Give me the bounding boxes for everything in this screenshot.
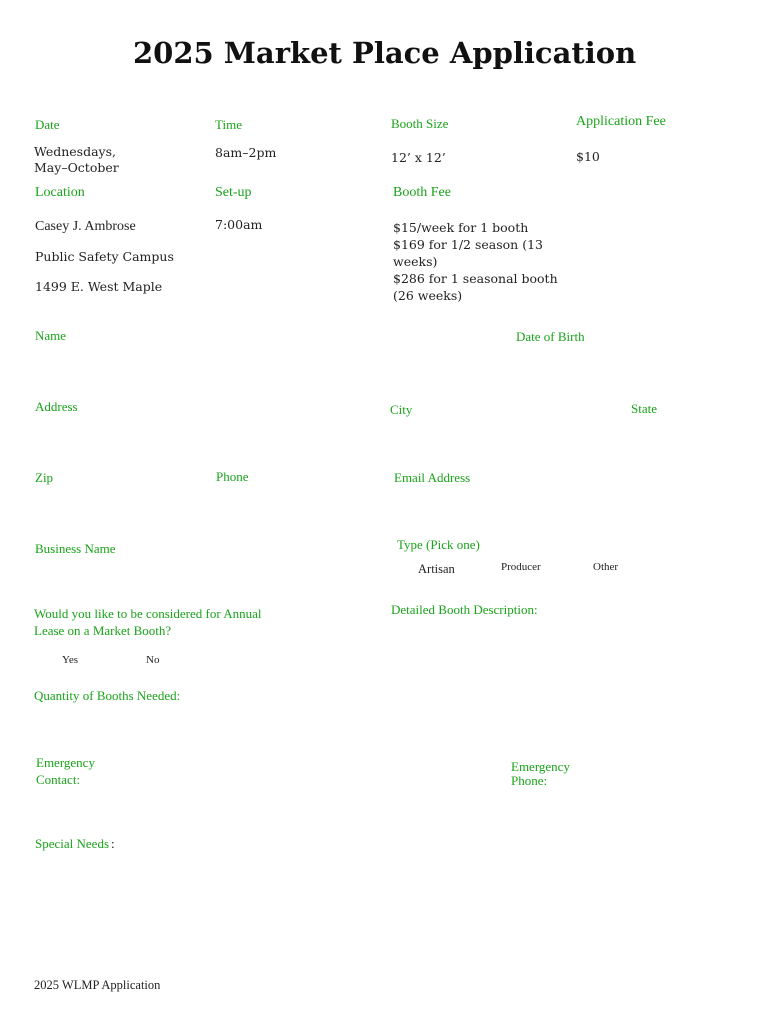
booth-fee-line2: $169 for 1/2 season (13 [393, 237, 543, 252]
booth-fee-line4: $286 for 1 seasonal booth [393, 271, 558, 286]
page-title: 2025 Market Place Application [133, 36, 637, 70]
business-name-label: Business Name [35, 541, 116, 556]
lease-option-yes[interactable]: Yes [62, 654, 79, 666]
location-line3: 1499 E. West Maple [35, 279, 163, 294]
date-label: Date [35, 117, 60, 132]
special-needs-label [35, 836, 115, 852]
emergency-contact-line1: Emergency [36, 755, 95, 770]
name-field-label: Name [35, 328, 67, 343]
emergency-contact-line2: Contact: [36, 772, 81, 787]
booth-fee-line5: (26 weeks) [393, 288, 463, 303]
type-option-other[interactable]: Other [593, 561, 619, 573]
booth-fee-line3: weeks) [393, 254, 438, 269]
location-line1: Casey J. Ambrose [35, 219, 136, 234]
booth-fee-line1: $15/week for 1 booth [393, 220, 529, 235]
booth-size-label: Booth Size [391, 116, 449, 131]
location-line2: Public Safety Campus [35, 249, 174, 264]
type-option-producer[interactable]: Producer [501, 561, 541, 573]
location-label: Location [35, 185, 85, 200]
emergency-phone-line1: Emergency [511, 759, 570, 774]
city-field-label: City [390, 402, 413, 417]
type-option-artisan[interactable]: Artisan [418, 562, 455, 576]
annual-lease-question-line2: Lease on a Market Booth? [34, 623, 172, 638]
time-label: Time [215, 117, 242, 132]
type-label: Type (Pick one) [397, 537, 480, 552]
footer-text: 2025 WLMP Application [34, 978, 161, 992]
date-value-line1: Wednesdays, [34, 144, 116, 159]
setup-label: Set-up [215, 185, 252, 200]
zip-field-label: Zip [35, 470, 54, 485]
date-value-line2: May–October [34, 160, 119, 175]
email-field-label: Email Address [394, 470, 471, 485]
address-field-label: Address [35, 399, 78, 414]
application-fee-value: $10 [576, 149, 600, 164]
emergency-phone-line2: Phone: [511, 773, 548, 788]
dob-field-label: Date of Birth [516, 329, 585, 344]
state-field-label: State [631, 401, 657, 416]
annual-lease-question-line1: Would you like to be considered for Annual [34, 606, 262, 621]
quantity-label: Quantity of Booths Needed: [34, 688, 181, 703]
setup-value: 7:00am [215, 217, 263, 232]
booth-fee-label: Booth Fee [393, 185, 451, 200]
special-needs-text: Special Needs [35, 836, 110, 851]
special-needs-colon: : [111, 836, 115, 851]
application-fee-label: Application Fee [576, 114, 666, 129]
time-value: 8am–2pm [215, 145, 277, 160]
phone-field-label: Phone [216, 469, 249, 484]
lease-option-no[interactable]: No [146, 654, 160, 666]
booth-size-value: 12’ x 12’ [391, 150, 446, 165]
booth-description-label: Detailed Booth Description: [391, 602, 538, 617]
